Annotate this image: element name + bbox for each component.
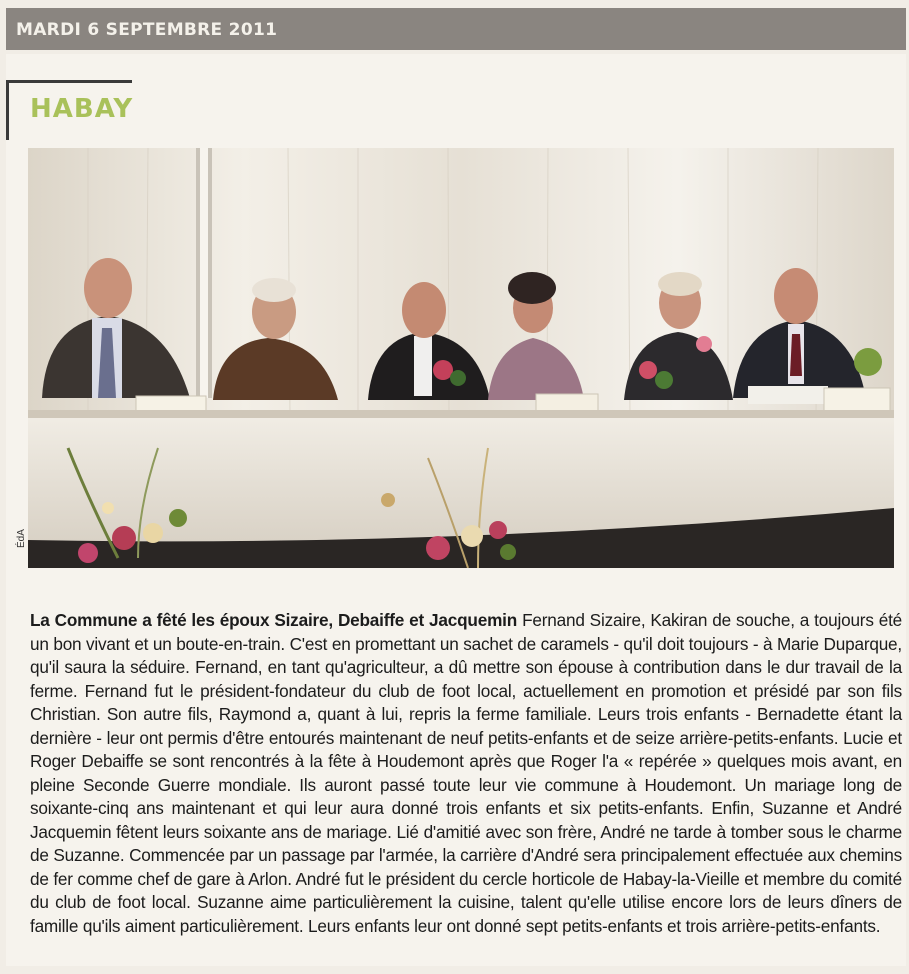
article-body: Fernand Sizaire, Kakiran de souche, a toujours été un bon vivant et un boute-en-train. C'est en promettant un sachet de caramels - qu'il doit toujours - à Marie Duparque, qu'il saura la séduire. Fernand, en tant qu'agriculteur, a dû mettre son épouse à contribution dans le dur travail de la ferme. Fernand fut le président-fondateur du club de foot local, actuellement en promotion et présidé par son fils Christian. Son autre fils, Raymond a, quant à lui, repris la ferme familiale. Leurs trois enfants - Bernadette étant la dernière - leur ont permis d'être entourés maintenant de neuf petits-enfants et de seize arrière-petits-enfants. Lucie et Roger Debaiffe se sont rencontrés à la fête à Houdemont après que Roger l'a « repérée » quelques mois avant, en pleine Seconde Guerre mondiale. Ils auront passé toute leur vie commune à Houdemont. Un mariage long de soixante-cinq ans maintenant et qui leur aura donné trois enfants et six petits-enfants. Enfin, Suzanne et André Jacquemin fêtent leurs soixante ans de mariage. Lié d'amitié avec son frère, André ne tarde à tomber sous le charme de Suzanne. Commencée par un passage par l'armée, la carrière d'André sera principalement effectuée aux chemins de fer comme chef de gare à Arlon. André fut le président du cercle horticole de Habay-la-Vieille et membre du comité du club de foot local. Suzanne aime particulièrement la cuisine, talent qu'elle utilise encore lors de leurs dîners de famille qu'ils aiment particulièrement. Leurs enfants leur ont donné sept petits-enfants et trois arrière-petits-enfants. bbox=[30, 610, 903, 936]
section-title: HABAY bbox=[30, 94, 134, 124]
event-photo bbox=[28, 148, 894, 568]
photo-illustration bbox=[28, 148, 894, 568]
photo-credit: ÉdA bbox=[16, 529, 27, 548]
date-band bbox=[6, 8, 906, 50]
section-rule-left bbox=[6, 80, 9, 140]
article-text bbox=[30, 609, 902, 938]
newspaper-page bbox=[6, 54, 906, 966]
article-headline: La Commune a fêté les époux Sizaire, Debaiffe et Jacquemin bbox=[30, 610, 518, 631]
issue-date: MARDI 6 SEPTEMBRE 2011 bbox=[16, 20, 278, 40]
section-rule-top bbox=[6, 80, 132, 83]
